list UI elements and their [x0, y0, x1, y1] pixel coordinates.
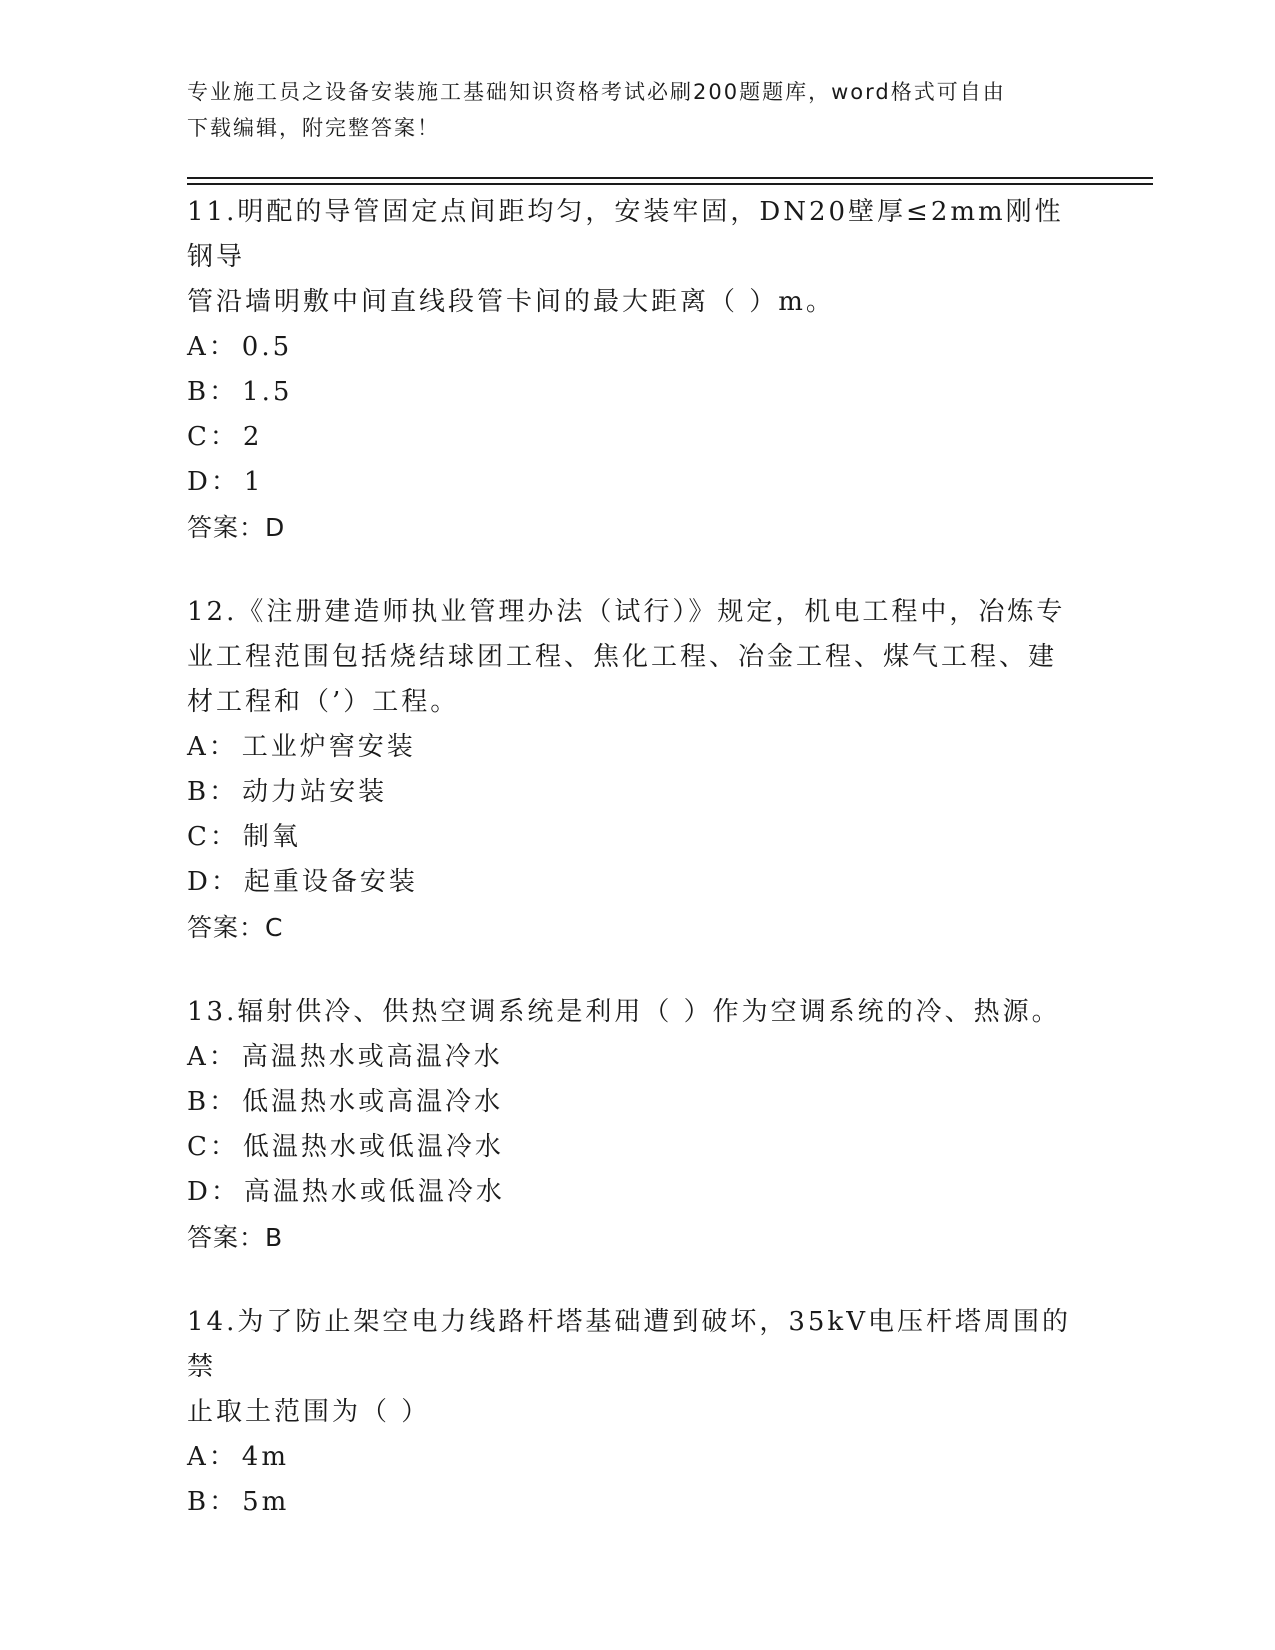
- option-d: [187, 460, 1087, 505]
- option-letter: A：: [187, 1442, 238, 1472]
- option-text: 4m: [241, 1442, 289, 1472]
- header-line-1: 专业施工员之设备安装施工基础知识资格考试必刷200题题库，word格式可自由: [187, 80, 1006, 104]
- option-text: 工业炉窖安装: [241, 732, 416, 762]
- option-letter: D：: [187, 1177, 240, 1207]
- option-letter: C：: [187, 422, 239, 452]
- question-stem: [187, 590, 1087, 725]
- question-14: [187, 1300, 1087, 1525]
- header-divider-bottom: [187, 183, 1153, 185]
- option-a: [187, 325, 1087, 370]
- option-d: [187, 1170, 1087, 1215]
- answer-line: 答案：C: [187, 913, 284, 942]
- option-a: [187, 1035, 1087, 1080]
- option-letter: A：: [187, 1042, 238, 1072]
- option-b: [187, 1480, 1087, 1525]
- question-stem: [187, 1300, 1087, 1435]
- stem-line: 13.辐射供冷、供热空调系统是利用（ ）作为空调系统的冷、热源。: [187, 997, 1061, 1027]
- option-a: [187, 725, 1087, 770]
- option-text: 0.5: [241, 332, 293, 362]
- option-a: [187, 1435, 1087, 1480]
- option-text: 制氧: [242, 822, 301, 852]
- option-b: [187, 370, 1087, 415]
- header-line-2: 下载编辑，附完整答案！: [187, 116, 440, 140]
- option-letter: B：: [187, 777, 239, 807]
- question-12: [187, 590, 1087, 950]
- document-header: [187, 74, 1067, 146]
- stem-line: 管沿墙明敷中间直线段管卡间的最大距离（ ）m。: [187, 287, 835, 317]
- option-text: 1.5: [242, 377, 293, 407]
- option-text: 高温热水或高温冷水: [241, 1042, 503, 1072]
- option-c: [187, 1125, 1087, 1170]
- question-13: [187, 990, 1087, 1260]
- option-c: [187, 815, 1087, 860]
- question-list: [187, 190, 1087, 1565]
- header-divider-top: [187, 177, 1153, 179]
- stem-line: 12.《注册建造师执业管理办法（试行）》规定，机电工程中，冶炼专: [187, 597, 1066, 627]
- option-letter: B：: [187, 1487, 239, 1517]
- option-letter: D：: [187, 867, 240, 897]
- option-text: 低温热水或高温冷水: [242, 1087, 504, 1117]
- option-c: [187, 415, 1087, 460]
- stem-line: 14.为了防止架空电力线路杆塔基础遭到破坏，35kV电压杆塔周围的禁: [187, 1307, 1071, 1382]
- answer-line: 答案：D: [187, 513, 286, 542]
- question-stem: [187, 990, 1087, 1035]
- question-11: [187, 190, 1087, 550]
- option-letter: C：: [187, 822, 239, 852]
- option-b: [187, 770, 1087, 815]
- option-text: 1: [243, 467, 264, 497]
- stem-line: 材工程和（’）工程。: [187, 687, 460, 717]
- stem-line: 业工程范围包括烧结球团工程、焦化工程、冶金工程、煤气工程、建: [187, 642, 1058, 672]
- option-d: [187, 860, 1087, 905]
- option-letter: A：: [187, 732, 238, 762]
- option-letter: D：: [187, 467, 240, 497]
- option-text: 高温热水或低温冷水: [243, 1177, 505, 1207]
- option-letter: B：: [187, 377, 239, 407]
- option-letter: A：: [187, 332, 238, 362]
- option-letter: B：: [187, 1087, 239, 1117]
- option-text: 起重设备安装: [243, 867, 418, 897]
- option-text: 5m: [242, 1487, 290, 1517]
- option-text: 动力站安装: [242, 777, 388, 807]
- answer-line: 答案：B: [187, 1223, 284, 1252]
- option-b: [187, 1080, 1087, 1125]
- option-letter: C：: [187, 1132, 239, 1162]
- question-stem: [187, 190, 1087, 325]
- stem-line: 止取土范围为（ ）: [187, 1397, 431, 1427]
- stem-line: 11.明配的导管固定点间距均匀，安装牢固，DN20壁厚≤2mm刚性钢导: [187, 197, 1064, 272]
- option-text: 2: [242, 422, 263, 452]
- option-text: 低温热水或低温冷水: [242, 1132, 504, 1162]
